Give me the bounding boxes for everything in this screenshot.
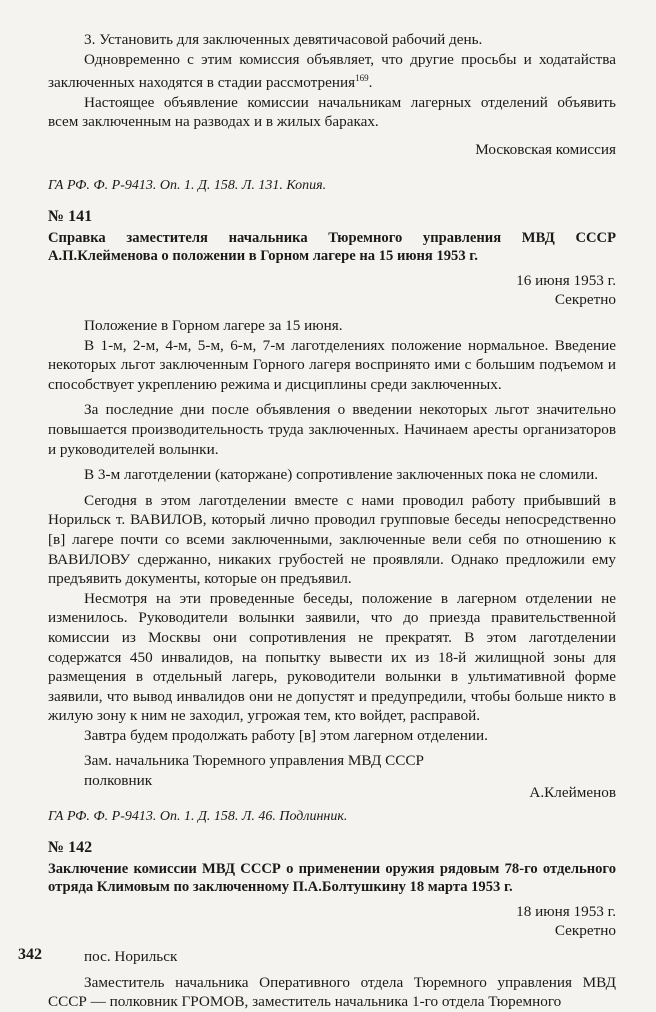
doc-142-number: № 142	[48, 839, 93, 857]
doc-141-signer-row	[84, 771, 616, 802]
intro-source: ГА РФ. Ф. Р-9413. Оп. 1. Д. 158. Л. 131. Копия.	[48, 177, 327, 193]
doc-141-secret: Секретно	[554, 291, 616, 309]
doc-142-secret: Секретно	[554, 922, 616, 940]
doc-141-title: Справка заместителя начальника Тюремного управления МВД СССР А.П.Клейменова о положении в Горном лагере на 15 июня 1953 г.	[48, 229, 616, 264]
doc-141-signer-position: Зам. начальника Тюремного управления МВД СССР	[84, 752, 424, 770]
doc-142-date: 18 июня 1953 г.	[516, 902, 616, 920]
doc-141-paragraph: В 1-м, 2-м, 4-м, 5-м, 6-м, 7-м лаготделениях положение нормальное. Введение некоторых льгот заключенным Горного лагеря воспринято ими с большим подъемом и способствует укреплению режима и дисциплины среди заключенных.	[48, 336, 616, 393]
doc-141-paragraph: За последние дни после объявления о введении некоторых льгот значительно повышается производительность труда заключенных. Начинаем аресты организаторов и руководителей волынки.	[48, 401, 616, 458]
intro-signature: Московская комиссия	[475, 141, 616, 159]
footnote-ref: 169	[355, 73, 369, 84]
doc-141-paragraph: Положение в Горном лагере за 15 июня.	[84, 317, 343, 334]
doc-141-date: 16 июня 1953 г.	[516, 271, 616, 289]
doc-141-paragraph: Сегодня в этом лаготделении вместе с нами проводил работу прибывший в Норильск т. ВАВИЛОВ, который лично проводил групповые беседы непосредственно [в] лагере почти со всеми заключенными, заключенные вели себя по отношению к ВАВИЛОВУ сдержанно, никаких грубостей не проявляли. Однако предложили ему предъявить документы, которые он предъявил.	[48, 491, 616, 588]
doc-141-paragraph: Несмотря на эти проведенные беседы, положение в лагерном отделении не изменилось. Руководители волынки заявили, что до приезда правительственной комиссии из Москвы они сопротивления не прекратят. В этом лаготделении содержатся 450 инвалидов, на попытку вывести их из 18-й жилищной зоны для размещения в отдельный лагерь, руководители волынки в ультимативной форме заявили, что вывод инвалидов они не допустят и предупредили, чтобы больше никто в жилую зону к ним не заходил, угрожая тем, кто войдет, расправой.	[48, 589, 616, 725]
intro-paragraph-2: Настоящее объявление комиссии начальникам лагерных отделений объявить всем заключенным на разводах и в жилых бараках.	[48, 93, 616, 131]
doc-141-paragraph: В 3-м лаготделении (каторжане) сопротивление заключенных пока не сломили.	[84, 466, 599, 484]
doc-141-signature-block	[48, 751, 616, 802]
doc-141-signer-name: А.Клейменов	[529, 784, 616, 802]
doc-141-source: ГА РФ. Ф. Р-9413. Оп. 1. Д. 158. Л. 46. Подлинник.	[48, 808, 348, 824]
doc-142-title: Заключение комиссии МВД СССР о применении оружия рядовым 78-го отдельного отряда Климовым по заключенному П.А.Болтушкину 18 марта 1953 г.	[48, 860, 616, 895]
item-3: 3. Установить для заключенных девятичасовой рабочий день.	[84, 31, 483, 48]
page-content	[48, 30, 616, 1012]
page-number: 342	[18, 946, 42, 963]
intro-paragraph-1: Одновременно с этим комиссия объявляет, что другие просьбы и ходатайства заключенных находятся в стадии рассмотрения$^{169}$.	[48, 50, 616, 92]
doc-142-place: пос. Норильск	[84, 948, 178, 966]
doc-142-paragraph: Заместитель начальника Оперативного отдела Тюремного управления МВД СССР — полковник ГРОМОВ, заместитель начальника 1-го отдела Тюремного	[48, 973, 616, 1011]
doc-141-number: № 141	[48, 208, 93, 226]
doc-141-paragraph: Завтра будем продолжать работу [в] этом лагерном отделении.	[84, 726, 488, 744]
doc-141-signer-rank: полковник	[84, 772, 153, 790]
